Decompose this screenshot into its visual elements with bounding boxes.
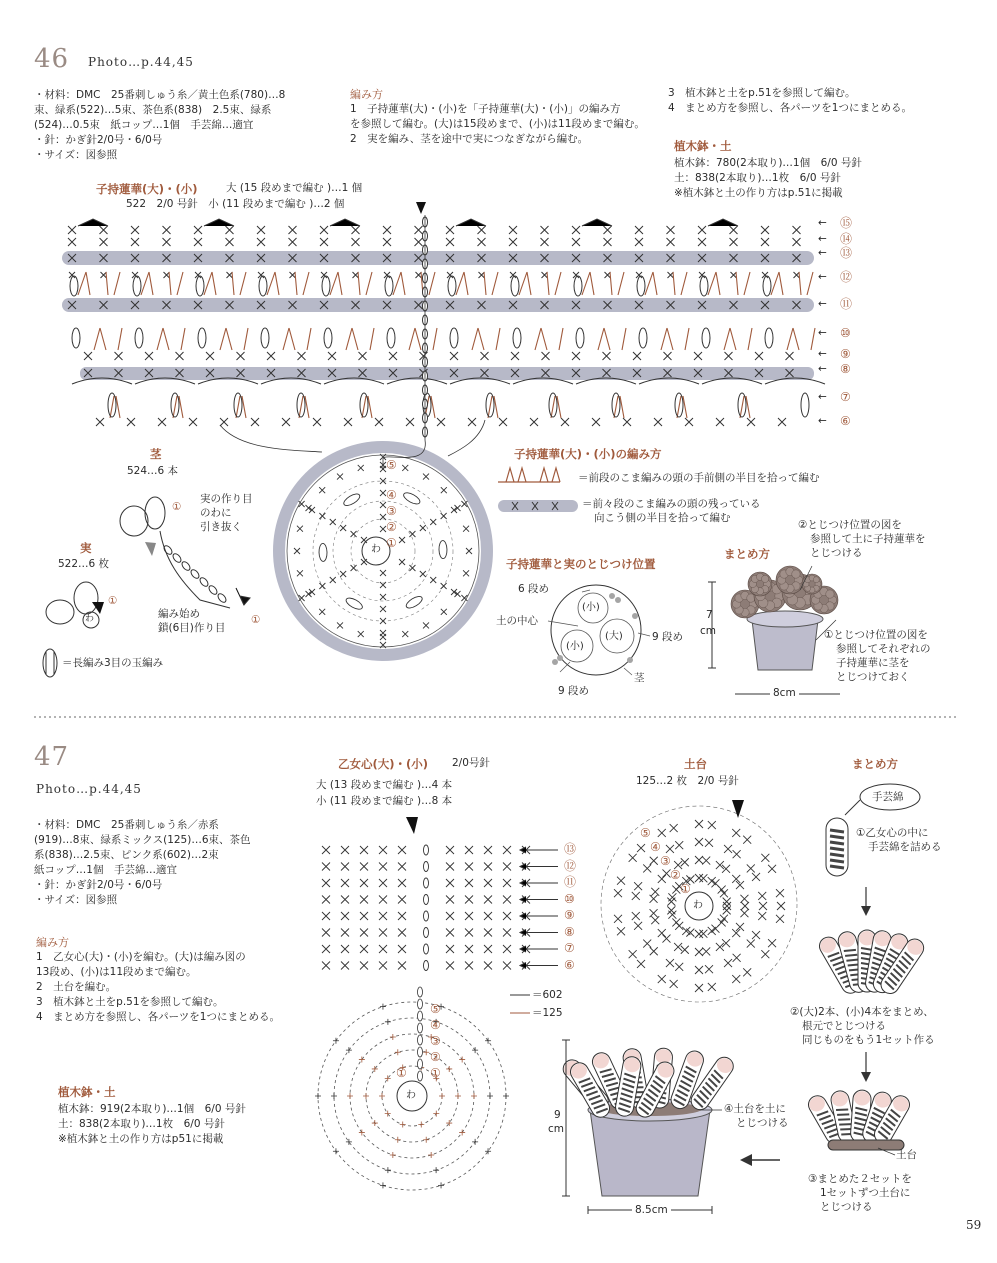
row-number: ⑪ (564, 875, 577, 889)
howto-line: 3 植木鉢と土をp.51を参照して編む。 (668, 87, 856, 99)
assembly-line: とじつける (810, 547, 863, 559)
fruit-ring: わ (85, 614, 95, 624)
page-number: 59 (966, 1218, 982, 1232)
howto-line: 1 子持蓮華(大)・(小)を「子持蓮華(大)・(小)」の編み方 (350, 103, 621, 115)
row-number: ⑧ (564, 924, 575, 939)
step-line: 1セットずつ土台に (820, 1187, 911, 1199)
row-arrow: ← (818, 363, 827, 375)
attach-small-1: (小) (582, 602, 600, 613)
chart-line-47b: 小 (11 段めまで編む )…8 本 (316, 795, 453, 807)
howto-line: を参照して編む。(大)は15段めまで、(小)は11段めまで編む。 (350, 118, 645, 130)
assembly-line: 子持蓮華に茎を (836, 657, 910, 669)
circle-row-number: ⑤ (386, 458, 397, 472)
base-title: 土台 (684, 757, 707, 771)
assembly-line: ②とじつけ位置の図を (798, 519, 902, 531)
chart-needle-47: 2/0号針 (452, 757, 490, 769)
row-number: ⑫ (564, 858, 577, 873)
pot-line: 土：838(2本取り)…1枚 6/0 号針 (674, 172, 841, 184)
attach-r9b: 9 段め (558, 685, 590, 697)
materials-line: 束、緑系(522)…5束、茶色系(838) 2.5束、緑系 (34, 104, 272, 116)
photo-ref-46: Photo…p.44,45 (88, 55, 194, 69)
chart-line-47a: 大 (13 段めまで編む )…4 本 (316, 779, 453, 791)
base-row-number: ⑤ (640, 826, 651, 840)
legend-602: ＝602 (532, 989, 563, 1001)
row-number: ⑪ (840, 297, 853, 311)
howto-title-47: 編み方 (36, 936, 69, 949)
start-marker-icon (416, 202, 426, 214)
ring-label: わ (371, 544, 381, 555)
legend2-text (582, 497, 761, 525)
circle-row-number: ② (386, 520, 397, 534)
size-line: ・サイズ：図参照 (34, 149, 118, 161)
row-number: ⑭ (840, 232, 853, 246)
stitch-rows (68, 219, 801, 426)
attach-title: 子持蓮華と実のとじつけ位置 (506, 557, 656, 571)
assembly-step2 (798, 518, 926, 560)
step-line: とじつける (736, 1117, 789, 1129)
step-line: ①乙女心の中に (856, 827, 929, 839)
circle-row-number: ② (430, 1050, 441, 1064)
attach-r9a: 9 段め (652, 631, 684, 643)
stem-sub: 524…6 本 (127, 465, 179, 477)
row-arrow: ← (818, 233, 827, 245)
base-row-number: ③ (660, 854, 671, 868)
stem-note-line: のわに (200, 507, 232, 519)
band-row-8 (80, 367, 814, 380)
row-arrow: ← (818, 298, 827, 310)
step3 (808, 1172, 912, 1214)
materials-line: 紙コップ…1個 手芸綿…適宜 (34, 864, 177, 876)
row-arrow: ← (818, 391, 827, 403)
base-row-number: ② (670, 868, 681, 882)
row-number: ⑦ (840, 390, 851, 404)
chart-line-1: 大 (15 段めまで編む )…1 個 (226, 182, 363, 194)
row-number: ⑩ (564, 891, 575, 906)
pot-title-47: 植木鉢・土 (58, 1085, 116, 1099)
materials-line: (919)…8束、緑系ミックス(125)…6束、茶色 (34, 834, 251, 846)
assembly-line: とじつけておく (836, 671, 910, 683)
chart-line-2: 522 2/0 号針 小 (11 段めまで編む )…2 個 (126, 198, 345, 210)
attach-small-2: (小) (566, 641, 584, 652)
circle-row-number: ⑤ (430, 1002, 441, 1016)
howto-line: 3 植木鉢と土をp.51を参照して編む。 (36, 996, 224, 1008)
howto-title-46: 編み方 (350, 88, 383, 101)
pot-line: ※植木鉢と土の作り方はp.51に掲載 (674, 187, 843, 199)
legend-title-46: 子持蓮華(大)・(小)の編み方 (514, 447, 662, 461)
row-number: ⑬ (840, 246, 853, 260)
stem-title: 茎 (150, 447, 162, 461)
fruit-one: ① (108, 595, 118, 607)
row-arrow: ← (818, 348, 827, 360)
pattern-number-46: 46 (34, 44, 70, 74)
legend-125: ＝125 (532, 1007, 563, 1019)
step-line: 手芸綿を詰める (868, 841, 942, 853)
circle-row-number: ④ (430, 1018, 441, 1032)
row-arrow: ← (818, 327, 827, 339)
pot-line: 土：838(2本取り)…1枚 6/0 号針 (58, 1118, 225, 1130)
circle-row-number: ③ (430, 1034, 441, 1048)
cotton-label: 手芸綿 (872, 791, 904, 803)
circle-row-number: ① (430, 1066, 441, 1080)
pot-line: 植木鉢：780(2本取り)…1個 6/0 号針 (674, 157, 862, 169)
row-number: ⑨ (564, 908, 575, 922)
step4 (724, 1102, 789, 1130)
materials-line: ・材料：DMC 25番刺しゅう糸／赤系 (34, 819, 219, 831)
stem-start (158, 607, 225, 635)
howto-line: 1 乙女心(大)・(小)を編む。(大)は編み図の (36, 951, 246, 963)
row-number: ⑨ (840, 347, 851, 361)
circle-row-number: ③ (386, 504, 397, 518)
materials-line: (524)…0.5束 紙コップ…1個 手芸綿…適宜 (34, 119, 254, 131)
dim-h-46: 7 (706, 609, 713, 621)
stem-one-b: ① (251, 614, 261, 626)
row-number: ⑥ (840, 414, 851, 428)
band-row-11 (62, 298, 814, 312)
row-number: ⑦ (564, 941, 575, 955)
assembly-line: 参照してそれぞれの (836, 643, 931, 655)
legend1-icon (498, 468, 560, 482)
base-label: 土台 (896, 1149, 917, 1161)
howto-line: 2 土台を編む。 (36, 981, 117, 993)
stem-start-line: 編み始め (158, 608, 200, 620)
step-line: とじつける (820, 1201, 873, 1213)
howto-47 (36, 950, 306, 1025)
loop-rows (70, 217, 825, 437)
chart-title-47: 乙女心(大)・(小) (338, 757, 429, 771)
row-number: ⑩ (840, 326, 851, 340)
base-ring: わ (693, 900, 703, 911)
fruit-sub: 522…6 枚 (58, 558, 110, 570)
stem-row-1: ① (172, 501, 182, 513)
assembly-title-46: まとめ方 (724, 547, 770, 561)
row-number: ⑧ (840, 362, 851, 376)
pot-line: ※植木鉢と土の作り方はp51に掲載 (58, 1133, 224, 1145)
step1 (856, 826, 942, 854)
legend1-text: ＝前段のこま編みの頭の手前側の半目を拾って編む (578, 472, 820, 484)
start-marker-icon (406, 817, 418, 834)
stem-note-line: 引き抜く (200, 521, 242, 533)
step-line: ③まとめた２セットを (808, 1173, 912, 1185)
row-number: ⑬ (564, 842, 577, 856)
pot-line: 植木鉢：919(2本取り)…1個 6/0 号針 (58, 1103, 246, 1115)
assembly-step1 (824, 628, 931, 684)
assembly-title-47: まとめ方 (852, 757, 898, 771)
row-arrow: ← (818, 415, 827, 427)
howto-line: 4 まとめ方を参照し、各パーツを1つにまとめる。 (36, 1011, 280, 1023)
stem-note (200, 492, 253, 534)
row-number: ⑥ (564, 957, 575, 972)
materials-line: ・材料：DMC 25番刺しゅう糸／黄土色系(780)…8 (34, 89, 286, 101)
dim-h-47: 9 (554, 1109, 561, 1121)
howto-line: 4 まとめ方を参照し、各パーツを1つにまとめる。 (668, 102, 912, 114)
row-number: ⑫ (840, 270, 853, 284)
attach-stem: 茎 (634, 672, 645, 684)
photo-ref-47: Photo…p.44,45 (36, 782, 142, 796)
dim-unit-46: cm (700, 625, 717, 637)
dim-w-47: 8.5cm (632, 1203, 671, 1217)
stem-note-line: 実の作り目 (200, 493, 253, 505)
pot-title-46: 植木鉢・土 (674, 139, 732, 153)
step-line: ④土台を土に (724, 1103, 786, 1115)
v-stitch-rows (78, 272, 815, 418)
step-line: ②(大)2本、(小)4本をまとめ、 (790, 1006, 934, 1018)
materials-line: 系(838)…2.5束、ピンク系(602)…2束 (34, 849, 219, 861)
band-row-13 (62, 251, 814, 265)
assembly-line: 参照して土に子持蓮華を (810, 533, 926, 545)
needle-line: ・針：かぎ針2/0号・6/0号 (34, 879, 163, 891)
legend2-line: ＝前々段のこま編みの頭の残っている (582, 498, 761, 510)
pattern-number-47: 47 (34, 742, 70, 772)
ring-label-47: わ (406, 1090, 416, 1101)
pot-illustration-46 (708, 566, 840, 694)
row-arrow: ← (818, 247, 827, 259)
row-arrow: ← (818, 217, 827, 229)
legend2-icon (498, 500, 578, 512)
step2 (790, 1005, 935, 1047)
attach-large: (大) (605, 631, 623, 642)
circle-row-number: ① (386, 536, 397, 550)
row-number: ⑮ (840, 216, 853, 230)
stem-arrow-icon (145, 542, 156, 556)
fruit-legend: ＝長編み3目の玉編み (62, 657, 164, 669)
attach-r6: 6 段め (518, 583, 550, 595)
chart-title-46: 子持蓮華(大)・(小) (96, 182, 198, 196)
base-row-number: ④ (650, 840, 661, 854)
assembly-line: ①とじつけ位置の図を (824, 629, 928, 641)
dim-unit-47: cm (548, 1123, 565, 1135)
pot-47 (58, 1102, 318, 1147)
size-line: ・サイズ：図参照 (34, 894, 118, 906)
howto-line: 2 実を編み、茎を途中で実につなぎながら編む。 (350, 133, 589, 145)
fruit-title: 実 (80, 541, 92, 555)
step-line: 根元でとじつける (802, 1020, 886, 1032)
needle-line: ・針：かぎ針2/0号・6/0号 (34, 134, 163, 146)
circle-row-number: ④ (386, 488, 397, 502)
dim-w-46: 8cm (770, 686, 799, 700)
row-arrow: ← (818, 271, 827, 283)
stem-start-line: 鎖(6目)作り目 (158, 622, 226, 634)
howto-line: 13段め、(小)は11段めまで編む。 (36, 966, 197, 978)
materials-47 (34, 818, 304, 908)
base-row-number: ① (680, 882, 691, 896)
attach-center: 土の中心 (496, 615, 538, 627)
legend2-line: 向こう側の半目を拾って編む (594, 512, 731, 524)
base-sub: 125…2 枚 2/0 号針 (636, 775, 739, 787)
circle-row-number-b: ① (396, 1066, 407, 1080)
step-line: 同じものをもう1セット作る (802, 1034, 935, 1046)
